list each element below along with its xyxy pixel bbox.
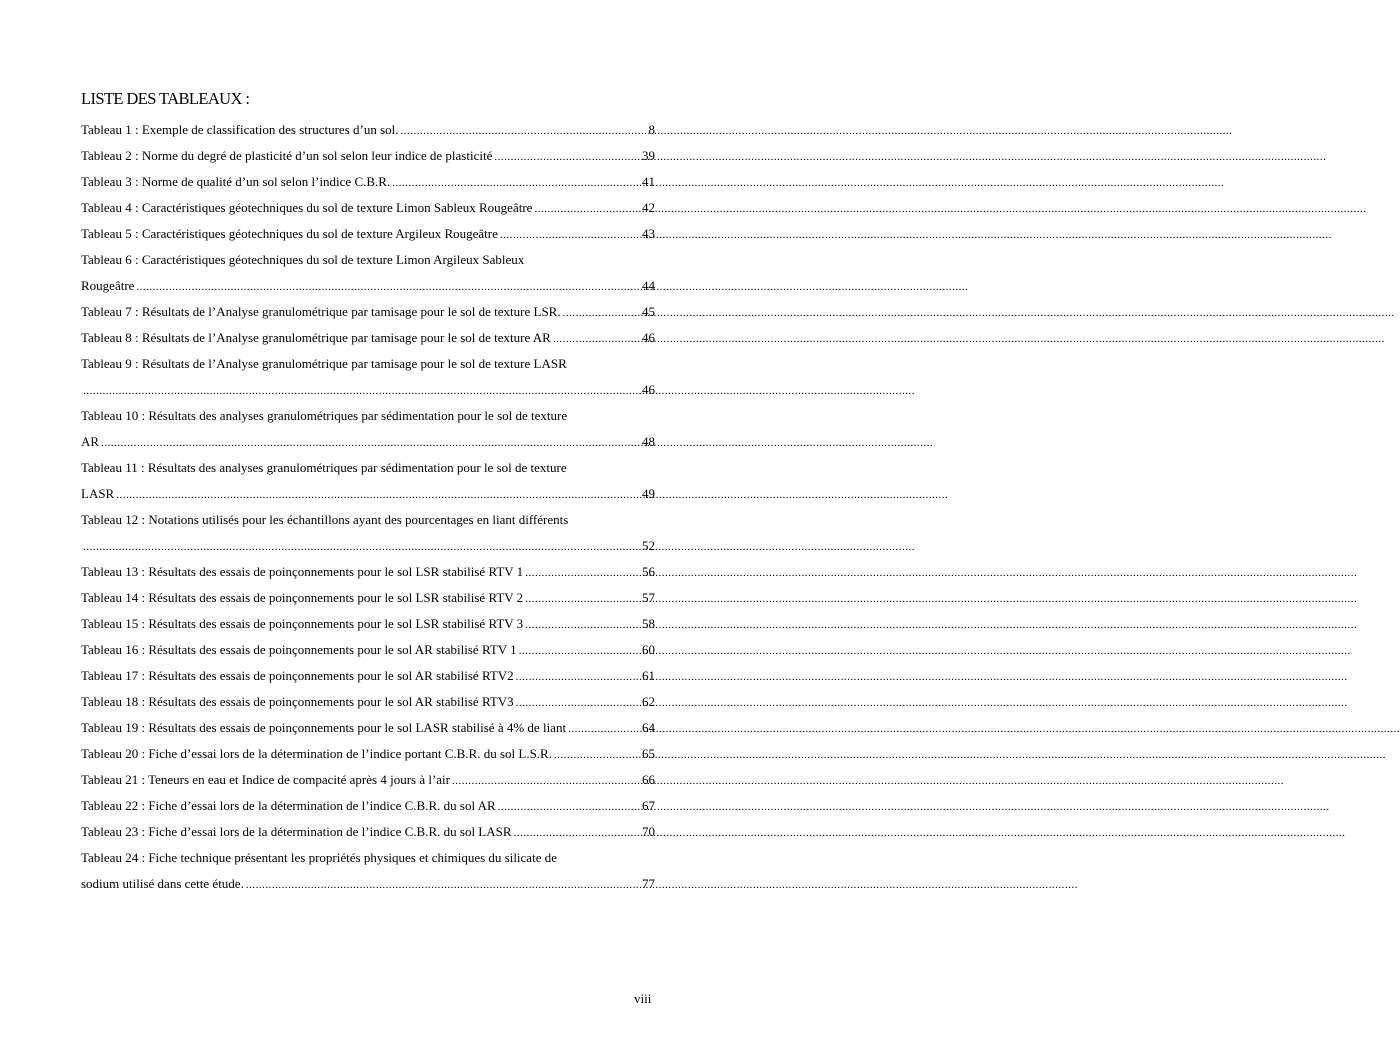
toc-entry-title: Rougeâtre: [81, 278, 135, 293]
toc-entry-page: 70: [642, 824, 655, 839]
toc-entry-line: [81, 351, 655, 377]
toc-entry-page: 56: [642, 564, 655, 579]
toc-entry-title: Tableau 7 : Résultats de l’Analyse granulométrique par tamisage pour le sol de texture LSR.: [81, 304, 561, 319]
toc-entry-line: [81, 325, 655, 351]
toc-entry-title: Tableau 1 : Exemple de classification des structures d’un sol.: [81, 122, 399, 137]
toc-entry-page: 61: [642, 668, 655, 683]
toc-entry-title: Tableau 5 : Caractéristiques géotechniques du sol de texture Argileux Rougeâtre: [81, 226, 498, 241]
toc-entry-line: [81, 845, 655, 871]
toc-entry[interactable]: [81, 689, 655, 715]
toc-entry-line: [81, 143, 655, 169]
toc-entry[interactable]: [81, 559, 655, 585]
toc-entry-page: 77: [642, 876, 655, 891]
dot-leader: [519, 638, 640, 664]
toc-entry[interactable]: [81, 507, 655, 559]
toc-entry-page: 48: [642, 434, 655, 449]
toc-entry-title: AR: [81, 434, 100, 449]
toc-entry-line: [81, 871, 655, 897]
toc-entry-page: 66: [642, 772, 655, 787]
dot-leader: [401, 118, 647, 144]
toc-entry-line: [81, 299, 655, 325]
toc-entry-line: [81, 507, 655, 533]
dot-leader: [525, 586, 640, 612]
toc-entry-page: 64: [642, 720, 655, 735]
dot-leader: [554, 742, 640, 768]
toc-entry[interactable]: [81, 715, 655, 741]
toc-entry-line: [81, 221, 655, 247]
toc-entry[interactable]: [81, 741, 655, 767]
toc-entry-line: [81, 715, 655, 741]
dot-leader: [525, 612, 640, 638]
toc-entry-line: [81, 663, 655, 689]
toc-entry-line: [81, 247, 655, 273]
toc-entry[interactable]: [81, 819, 655, 845]
toc-entry[interactable]: [81, 403, 655, 455]
toc-entry-line: [81, 637, 655, 663]
toc-entry[interactable]: [81, 793, 655, 819]
dot-leader: [246, 872, 640, 898]
list-of-tables: [81, 117, 655, 897]
dot-leader: [553, 326, 640, 352]
toc-entry[interactable]: [81, 585, 655, 611]
toc-entry-title: Tableau 13 : Résultats des essais de poinçonnements pour le sol LSR stabilisé RTV 1: [81, 564, 524, 579]
toc-entry-title: Tableau 11 : Résultats des analyses granulométriques par sédimentation pour le sol de texture: [81, 460, 567, 475]
toc-entry-title: Tableau 18 : Résultats des essais de poinçonnements pour le sol AR stabilisé RTV3: [81, 694, 514, 709]
toc-entry-line: [81, 195, 655, 221]
dot-leader: [568, 716, 640, 742]
dot-leader: [500, 222, 640, 248]
toc-entry-title: Tableau 24 : Fiche technique présentant les propriétés physiques et chimiques du silicate de: [81, 850, 557, 865]
toc-entry-page: 49: [642, 486, 655, 501]
toc-entry-title: Tableau 8 : Résultats de l’Analyse granulométrique par tamisage pour le sol de texture AR: [81, 330, 551, 345]
toc-entry-line: [81, 559, 655, 585]
toc-entry-page: 43: [642, 226, 655, 241]
toc-entry[interactable]: [81, 767, 655, 793]
dot-leader: [514, 820, 640, 846]
dot-leader: [101, 430, 640, 456]
dot-leader: [516, 690, 640, 716]
toc-entry-title: Tableau 16 : Résultats des essais de poinçonnements pour le sol AR stabilisé RTV 1: [81, 642, 517, 657]
toc-entry-line: [81, 689, 655, 715]
toc-entry-line: [81, 793, 655, 819]
toc-entry[interactable]: [81, 143, 655, 169]
dot-leader: [534, 196, 640, 222]
toc-entry-line: [81, 273, 655, 299]
toc-entry-title: Tableau 3 : Norme de qualité d’un sol selon l’indice C.B.R.: [81, 174, 391, 189]
toc-entry-title: Tableau 17 : Résultats des essais de poinçonnements pour le sol AR stabilisé RTV2: [81, 668, 514, 683]
toc-entry-page: 8: [648, 122, 655, 137]
toc-entry-line: [81, 533, 655, 559]
toc-entry[interactable]: [81, 299, 655, 325]
toc-entry-line: [81, 741, 655, 767]
dot-leader: [392, 170, 640, 196]
toc-entry-page: 62: [642, 694, 655, 709]
dot-leader: [116, 482, 640, 508]
toc-entry[interactable]: [81, 611, 655, 637]
toc-entry-line: [81, 585, 655, 611]
toc-entry-page: 67: [642, 798, 655, 813]
toc-entry-line: [81, 481, 655, 507]
page-title: LISTE DES TABLEAUX :: [81, 89, 250, 108]
toc-entry-title: Tableau 6 : Caractéristiques géotechniques du sol de texture Limon Argileux Sableux: [81, 252, 525, 267]
toc-entry[interactable]: [81, 845, 655, 897]
toc-entry[interactable]: [81, 637, 655, 663]
toc-entry[interactable]: [81, 195, 655, 221]
toc-entry-title: sodium utilisé dans cette étude.: [81, 876, 244, 891]
toc-entry-page: 39: [642, 148, 655, 163]
toc-entry-page: 41: [642, 174, 655, 189]
toc-entry[interactable]: [81, 117, 655, 143]
toc-entry-title: Tableau 4 : Caractéristiques géotechniques du sol de texture Limon Sableux Rougeâtre: [81, 200, 533, 215]
toc-entry-title: Tableau 22 : Fiche d’essai lors de la détermination de l’indice C.B.R. du sol AR: [81, 798, 496, 813]
toc-entry-title: LASR: [81, 486, 115, 501]
toc-entry-title: Tableau 19 : Résultats des essais de poinçonnements pour le sol LASR stabilisé à 4% de liant: [81, 720, 567, 735]
dot-leader: [494, 144, 640, 170]
toc-entry-page: 65: [642, 746, 655, 761]
toc-entry-line: [81, 455, 655, 481]
toc-entry-page: 46: [642, 330, 655, 345]
toc-entry[interactable]: [81, 221, 655, 247]
toc-entry-title: Tableau 10 : Résultats des analyses granulométriques par sédimentation pour le sol de texture: [81, 408, 568, 423]
toc-entry-title: Tableau 14 : Résultats des essais de poinçonnements pour le sol LSR stabilisé RTV 2: [81, 590, 524, 605]
toc-entry[interactable]: [81, 663, 655, 689]
dot-leader: [83, 378, 640, 404]
toc-entry[interactable]: [81, 169, 655, 195]
toc-entry-title: Tableau 9 : Résultats de l’Analyse granulométrique par tamisage pour le sol de texture LASR: [81, 356, 567, 371]
toc-entry-line: [81, 117, 655, 143]
toc-entry-page: 46: [642, 382, 655, 397]
dot-leader: [525, 560, 640, 586]
toc-entry-title: Tableau 20 : Fiche d’essai lors de la détermination de l’indice portant C.B.R. du sol L.S.R.: [81, 746, 552, 761]
dot-leader: [83, 534, 640, 560]
toc-entry-line: [81, 169, 655, 195]
toc-entry-page: 52: [642, 538, 655, 553]
toc-entry-page: 42: [642, 200, 655, 215]
toc-entry-line: [81, 819, 655, 845]
toc-entry-page: 57: [642, 590, 655, 605]
toc-entry[interactable]: [81, 351, 655, 403]
toc-entry[interactable]: [81, 455, 655, 507]
page-number: viii: [634, 991, 652, 1006]
dot-leader: [452, 768, 640, 794]
toc-entry-line: [81, 611, 655, 637]
toc-entry-line: [81, 403, 655, 429]
toc-entry-page: 45: [642, 304, 655, 319]
dot-leader: [136, 274, 640, 300]
toc-entry[interactable]: [81, 325, 655, 351]
toc-entry-line: [81, 429, 655, 455]
toc-entry-page: 58: [642, 616, 655, 631]
toc-entry-page: 60: [642, 642, 655, 657]
toc-entry-title: Tableau 23 : Fiche d’essai lors de la détermination de l’indice C.B.R. du sol LASR: [81, 824, 512, 839]
toc-entry-title: Tableau 12 : Notations utilisés pour les échantillons ayant des pourcentages en liant différents: [81, 512, 569, 527]
toc-entry-line: [81, 767, 655, 793]
toc-entry[interactable]: [81, 247, 655, 299]
dot-leader: [516, 664, 640, 690]
toc-entry-page: 44: [642, 278, 655, 293]
dot-leader: [498, 794, 640, 820]
toc-entry-line: [81, 377, 655, 403]
toc-entry-title: Tableau 21 : Teneurs en eau et Indice de compacité après 4 jours à l’air: [81, 772, 451, 787]
dot-leader: [563, 300, 640, 326]
toc-entry-title: Tableau 15 : Résultats des essais de poinçonnements pour le sol LSR stabilisé RTV 3: [81, 616, 524, 631]
toc-entry-title: Tableau 2 : Norme du degré de plasticité d’un sol selon leur indice de plasticité: [81, 148, 493, 163]
